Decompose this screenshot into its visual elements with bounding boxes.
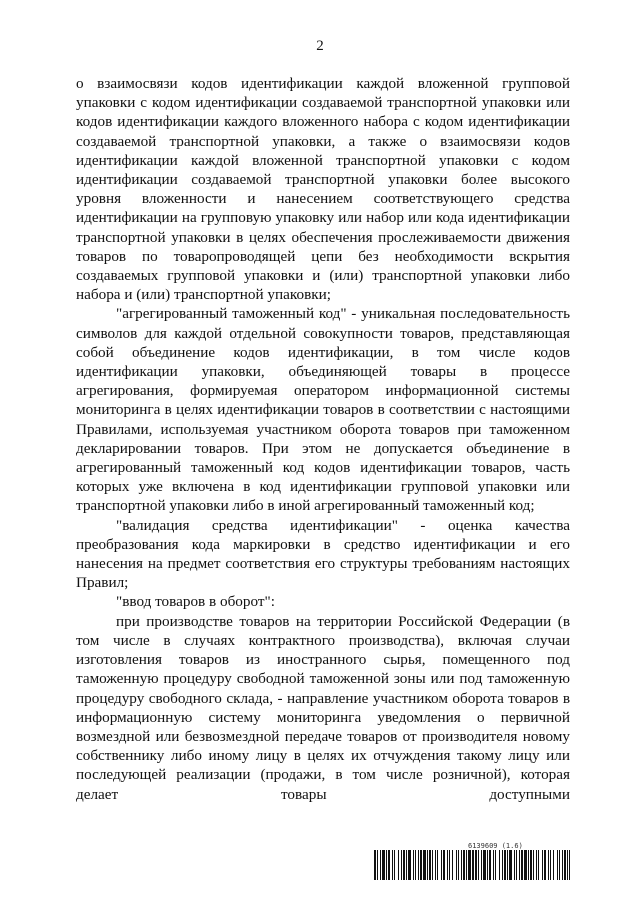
barcode-bar (499, 850, 500, 880)
document-code: 6139609 (1.6) (468, 842, 523, 850)
barcode-bar (516, 850, 517, 880)
barcode-bar (427, 850, 428, 880)
barcode-bar (481, 850, 482, 880)
barcode-bar (478, 850, 479, 880)
barcode-bar (514, 850, 515, 880)
barcode-bar (538, 850, 539, 880)
barcode-bar (406, 850, 407, 880)
barcode-bar (475, 850, 477, 880)
barcode-bar (553, 850, 554, 880)
barcode-bar (403, 850, 405, 880)
barcode-bar (386, 850, 387, 880)
barcode-bar (377, 850, 378, 880)
barcode-bar (524, 850, 527, 880)
barcode-bar (493, 850, 494, 880)
barcode-bar (502, 850, 503, 880)
barcode-bar (544, 850, 546, 880)
barcode-bar (420, 850, 422, 880)
barcode-bar (435, 850, 436, 880)
barcode-bar (507, 850, 508, 880)
barcode-bar (509, 850, 512, 880)
barcode-bar (483, 850, 486, 880)
barcode-bar (564, 850, 566, 880)
barcode-bar (418, 850, 419, 880)
barcode-bar (401, 850, 402, 880)
barcode-bar (447, 850, 448, 880)
barcode-bar (437, 850, 438, 880)
document-body (76, 74, 570, 804)
barcode-bar (495, 850, 496, 880)
barcode-bar (489, 850, 491, 880)
barcode-bar (461, 850, 462, 880)
barcode-bar (519, 850, 520, 880)
barcode-bar (528, 850, 529, 880)
barcode-bar (449, 850, 450, 880)
barcode-bar (533, 850, 534, 880)
barcode-bar (530, 850, 532, 880)
barcode-bar (441, 850, 442, 880)
barcode-bar (458, 850, 459, 880)
barcode-bar (392, 850, 393, 880)
barcode-bar (432, 850, 433, 880)
barcode-bar (559, 850, 560, 880)
barcode-bar (413, 850, 414, 880)
barcode-bar (382, 850, 385, 880)
barcode-bar (456, 850, 457, 880)
barcode-bar (542, 850, 543, 880)
paragraph-aggregation-definition-continued: о взаимосвязи кодов идентификации каждой вложенной групповой упаковки с кодом идентификации создаваемой транспортной упаковки или кодов идентификации каждого вложенного набора с кодом идентификации создаваемой транспортной упаковки, а также о взаимосвязи кодов идентификации каждой вложенной транспортной упаковки с кодом идентификации создаваемой транспортной упаковки более высокого уровня вложенности и нанесением соответствующего средства идентификации на групповую упаковку или набор или кода идентификации транспортной упаковки в целях обеспечения прослеживаемости движения товаров по товаропроводящей цепи без необходимости вскрытия создаваемых групповой упаковки и (или) транспортной упаковки либо набора и (или) транспортной упаковки; (76, 75, 570, 304)
barcode-bar (536, 850, 537, 880)
barcode-bar (380, 850, 381, 880)
barcode-image (374, 850, 570, 880)
barcode-bar (504, 850, 506, 880)
paragraph-market-entry-domestic: при производстве товаров на территории Российской Федерации (в том числе в случаях контрактного производства), включая случаи изготовления товаров из иностранного сырья, помещенного под таможенную процедуру свободной таможенной зоны или под таможенную процедуру свободного склада, - направление участником оборота товаров в информационную систему мониторинга уведомления о первичной возмездной или безвозмездной передаче товаров от производителя новому собственнику либо иному лицу в целях их отчуждения такому лицу или последующей реализации (продажи, в том числе розничной), которая делает товары доступными (76, 612, 570, 803)
barcode-bar (452, 850, 453, 880)
barcode-bar (548, 850, 549, 880)
barcode-bar (472, 850, 474, 880)
barcode-bar (415, 850, 416, 880)
barcode-bar (463, 850, 465, 880)
barcode-bar (562, 850, 563, 880)
barcode-bar (429, 850, 431, 880)
barcode-bar (521, 850, 523, 880)
barcode-bar (569, 850, 570, 880)
barcode-bar (408, 850, 411, 880)
barcode-bar (468, 850, 471, 880)
barcode-bar (466, 850, 467, 880)
paragraph-validation-definition: "валидация средства идентификации" - оценка качества преобразования кода маркировки в средство идентификации и его нанесения на предмет соответствия его структуры требованиям настоящих Правил; (76, 516, 570, 592)
barcode-bar (398, 850, 399, 880)
barcode-bar (423, 850, 426, 880)
barcode-bar (394, 850, 395, 880)
paragraph-market-entry-heading: "ввод товаров в оборот": (116, 593, 275, 611)
barcode-bar (374, 850, 376, 880)
barcode-bar (557, 850, 558, 880)
barcode-bar (550, 850, 551, 880)
barcode-bar (567, 850, 568, 880)
barcode-bar (388, 850, 390, 880)
paragraph-aggregated-customs-code: "агрегированный таможенный код" - уникальная последовательность символов для каждой отдельной совокупности товаров, представляющая собой объединение кодов идентификации, в том числе кодов идентификации упаковки, объединяющей товары в процессе агрегирования, формируемая оператором информационной системы мониторинга в целях идентификации товаров в соответствии с настоящими Правилами, используемая участником оборота товаров при таможенном декларировании товаров. При этом не допускается объединение в агрегированный таможенный код кодов идентификации товаров, часть которых уже включена в код идентификации групповой упаковки или транспортной упаковки либо в иной агрегированный таможенный код; (76, 305, 570, 515)
barcode-bar (487, 850, 488, 880)
barcode-bar (443, 850, 445, 880)
page-number: 2 (316, 38, 324, 54)
